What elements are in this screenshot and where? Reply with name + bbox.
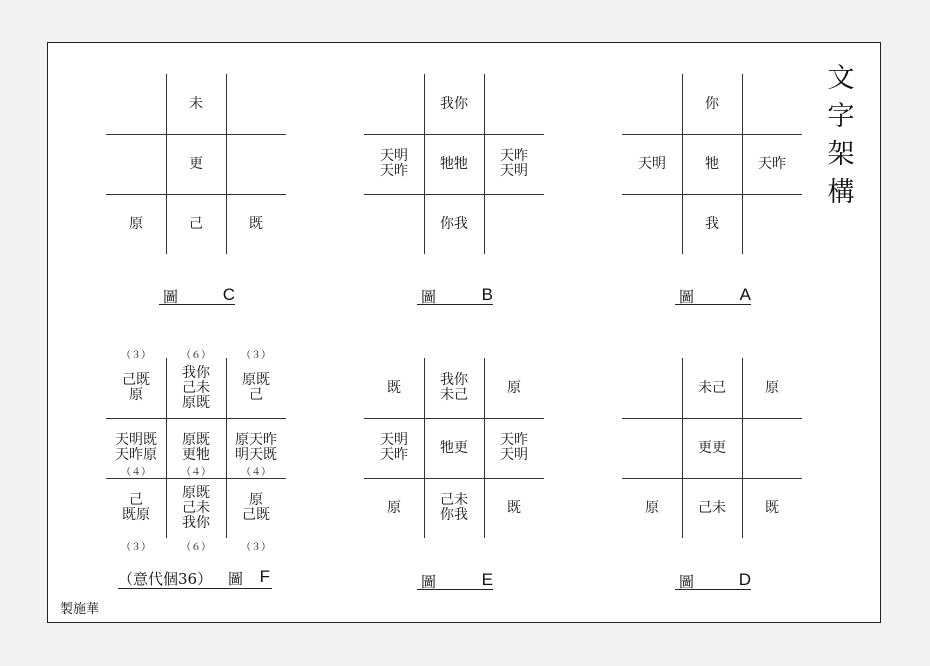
grid-cell — [622, 74, 682, 134]
count-note-top: （３） — [241, 350, 271, 361]
grid-a — [622, 74, 802, 254]
grid-cell — [742, 134, 802, 194]
cell-text — [645, 501, 659, 516]
grid-cell — [682, 134, 742, 194]
count-note-bottom: （３） — [121, 542, 151, 553]
caption-letter: C — [222, 285, 235, 304]
cell-text-row: 原 — [645, 499, 659, 516]
grid-cell — [166, 134, 226, 194]
grid-cell — [484, 358, 544, 418]
cell-text-row: 更更 — [698, 439, 726, 456]
cell-text-row: 己未 — [698, 499, 726, 516]
cell-text-row: 天昨原 — [115, 447, 157, 463]
cell-text — [380, 433, 408, 463]
maker-credit: 製施華 — [60, 602, 100, 617]
grid-c — [106, 74, 286, 254]
grid-cell — [166, 74, 226, 134]
cell-text — [698, 501, 726, 516]
cell-text — [242, 493, 270, 523]
cell-text-row: 未己 — [698, 379, 726, 396]
cell-text-row: 我 — [705, 215, 719, 232]
caption-word: 圖 — [421, 573, 437, 591]
cell-text — [705, 157, 719, 172]
cell-text — [122, 493, 150, 523]
grid-cell — [484, 418, 544, 478]
cell-text-row: 原 — [387, 499, 401, 516]
cell-text-row: 既原 — [122, 507, 150, 523]
grid-cell — [166, 194, 226, 254]
grid-cell — [364, 358, 424, 418]
grid-cell — [682, 194, 742, 254]
cell-text-row: 你 — [705, 95, 719, 112]
cell-text — [500, 149, 528, 179]
caption-word: 圖 — [163, 288, 179, 306]
grid-cell — [364, 74, 424, 134]
grid-cell — [226, 74, 286, 134]
grid-cell — [106, 478, 166, 538]
cell-text — [189, 97, 203, 112]
grid-cell — [106, 134, 166, 194]
cell-text-row: 原既 — [242, 372, 270, 388]
cell-text — [440, 373, 468, 403]
cell-text — [182, 486, 210, 531]
count-note-bottom: （６） — [181, 542, 211, 553]
cell-text — [182, 366, 210, 411]
count-note-top: （６） — [181, 350, 211, 361]
cell-text — [182, 433, 210, 463]
cell-text — [189, 217, 203, 232]
grid-cell — [742, 194, 802, 254]
grid-cell — [424, 418, 484, 478]
cell-text — [440, 217, 468, 232]
cell-text — [698, 381, 726, 396]
cell-text — [129, 217, 143, 232]
grid-cell — [364, 478, 424, 538]
cell-text-row: 己未 — [182, 379, 210, 396]
cell-text — [500, 433, 528, 463]
caption-f-note: （意代個36） — [118, 570, 213, 588]
grid-cell — [424, 74, 484, 134]
grid-cell — [682, 478, 742, 538]
caption-a — [675, 286, 751, 305]
cell-text-row: 明天既 — [235, 447, 277, 463]
cell-text-row: 天明 — [638, 155, 666, 172]
cell-text — [380, 149, 408, 179]
caption-letter: F — [259, 567, 270, 586]
cell-text-row: 天昨 — [500, 432, 528, 448]
cell-text-row: 天明 — [500, 163, 528, 179]
title-char: 構 — [827, 177, 855, 208]
cell-text-row: 你我 — [440, 507, 468, 523]
cell-text-row: 既 — [387, 379, 401, 396]
grid-cell — [106, 74, 166, 134]
cell-text-row: 原既 — [182, 484, 210, 501]
cell-text — [765, 381, 779, 396]
cell-text-row: 己未 — [440, 492, 468, 508]
cell-text — [387, 381, 401, 396]
title-char: 文 — [827, 63, 855, 94]
grid-cell — [742, 418, 802, 478]
cell-text — [189, 157, 203, 172]
cell-text — [440, 493, 468, 523]
grid-cell — [226, 134, 286, 194]
caption-letter: E — [481, 570, 493, 589]
caption-word: 圖 — [421, 288, 437, 306]
grid-d — [622, 358, 802, 538]
grid-cell — [106, 358, 166, 418]
caption-word: 圖 — [679, 573, 695, 591]
cell-text — [507, 381, 521, 396]
cell-text-row: 天明 — [380, 148, 408, 164]
cell-text-row: 原既 — [182, 432, 210, 448]
cell-text-row: 天明 — [380, 432, 408, 448]
cell-text-row: 我你 — [440, 372, 468, 388]
grid-cell — [622, 418, 682, 478]
cell-text — [705, 217, 719, 232]
cell-text — [249, 217, 263, 232]
caption-f — [118, 568, 272, 589]
grid-f — [106, 350, 286, 553]
grid-cell — [166, 358, 226, 418]
grid-cell — [226, 194, 286, 254]
cell-text-row: 既 — [507, 499, 521, 516]
count-note-bottom: （３） — [241, 542, 271, 553]
caption-letter: B — [481, 285, 493, 304]
cell-text-row: 更 — [189, 155, 203, 172]
cell-text-row: 既 — [249, 215, 263, 232]
cell-text-row: 你我 — [440, 215, 468, 232]
cell-text-row: 己 — [129, 492, 143, 508]
cell-text-row: 天昨 — [380, 163, 408, 179]
cell-text-row: 天明既 — [115, 432, 157, 448]
grid-e — [364, 358, 544, 538]
cell-text-row: 己既 — [242, 507, 270, 523]
grid-cell — [742, 478, 802, 538]
title-vertical — [824, 60, 858, 212]
grid-cell — [424, 478, 484, 538]
cell-text — [507, 501, 521, 516]
cell-text-row: 牠 — [705, 155, 719, 172]
grid-cell — [364, 194, 424, 254]
grid-b — [364, 74, 544, 254]
grid-cell — [484, 74, 544, 134]
cell-text — [115, 433, 157, 463]
cell-text-row: 天昨 — [758, 155, 786, 172]
cell-text-row: 己 — [189, 215, 203, 232]
cell-text — [235, 433, 277, 463]
cell-text-row: 己未 — [182, 499, 210, 516]
grid-cell — [622, 134, 682, 194]
cell-text-row: 未己 — [440, 387, 468, 403]
cell-text — [765, 501, 779, 516]
cell-text-row: 天昨 — [500, 148, 528, 164]
grid-cell — [166, 478, 226, 538]
cell-text-row: 我你 — [182, 514, 210, 531]
caption-e — [417, 571, 493, 590]
cell-text-row: 原 — [765, 379, 779, 396]
cell-text — [122, 373, 150, 403]
grid-cell — [742, 358, 802, 418]
grid-cell — [622, 478, 682, 538]
cell-text-row: 原 — [129, 215, 143, 232]
cell-text-row: 原 — [507, 379, 521, 396]
caption-letter: D — [738, 570, 751, 589]
count-note-middle: （４） — [241, 467, 271, 478]
grid-cell — [424, 194, 484, 254]
caption-letter: A — [739, 285, 751, 304]
count-note-middle: （４） — [181, 467, 211, 478]
cell-text-row: 己既 — [122, 372, 150, 388]
cell-text-row: 我你 — [182, 364, 210, 381]
cell-text-row: 我你 — [440, 95, 468, 112]
caption-word: 圖 — [679, 288, 695, 306]
cell-text-row: 己 — [249, 387, 263, 403]
cell-text-row: 原既 — [182, 394, 210, 411]
grid-cell — [424, 134, 484, 194]
grid-cell — [682, 358, 742, 418]
caption-word: 圖 — [228, 570, 244, 588]
grid-cell — [364, 418, 424, 478]
grid-cell — [484, 478, 544, 538]
caption-c — [159, 286, 235, 305]
cell-text — [387, 501, 401, 516]
cell-text-row: 原 — [129, 387, 143, 403]
grid-cell — [226, 478, 286, 538]
grid-cell — [424, 358, 484, 418]
cell-text — [758, 157, 786, 172]
grid-cell — [484, 134, 544, 194]
count-note-top: （３） — [121, 350, 151, 361]
grid-cell — [364, 134, 424, 194]
grid-cell — [682, 418, 742, 478]
cell-text — [638, 157, 666, 172]
cell-text-row: 牠更 — [440, 439, 468, 456]
caption-b — [417, 286, 493, 305]
cell-text-row: 未 — [189, 95, 203, 112]
cell-text-row: 既 — [765, 499, 779, 516]
cell-text-row: 原 — [249, 492, 263, 508]
grid-cell — [682, 74, 742, 134]
title-char: 字 — [827, 101, 855, 132]
caption-d — [675, 571, 751, 590]
grid-cell — [106, 194, 166, 254]
cell-text-row: 更牠 — [182, 447, 210, 463]
title-char: 架 — [827, 139, 855, 170]
cell-text-row: 原天昨 — [235, 432, 277, 448]
cell-text-row: 牠牠 — [440, 155, 468, 172]
count-note-middle: （４） — [121, 467, 151, 478]
cell-text — [705, 97, 719, 112]
grid-cell — [622, 194, 682, 254]
cell-text-row: 天昨 — [380, 447, 408, 463]
cell-text — [440, 441, 468, 456]
grid-cell — [484, 194, 544, 254]
cell-text-row: 天明 — [500, 447, 528, 463]
cell-text — [440, 157, 468, 172]
grid-cell — [742, 74, 802, 134]
grid-cell — [226, 358, 286, 418]
cell-text — [698, 441, 726, 456]
cell-text — [242, 373, 270, 403]
grid-cell — [622, 358, 682, 418]
cell-text — [440, 97, 468, 112]
